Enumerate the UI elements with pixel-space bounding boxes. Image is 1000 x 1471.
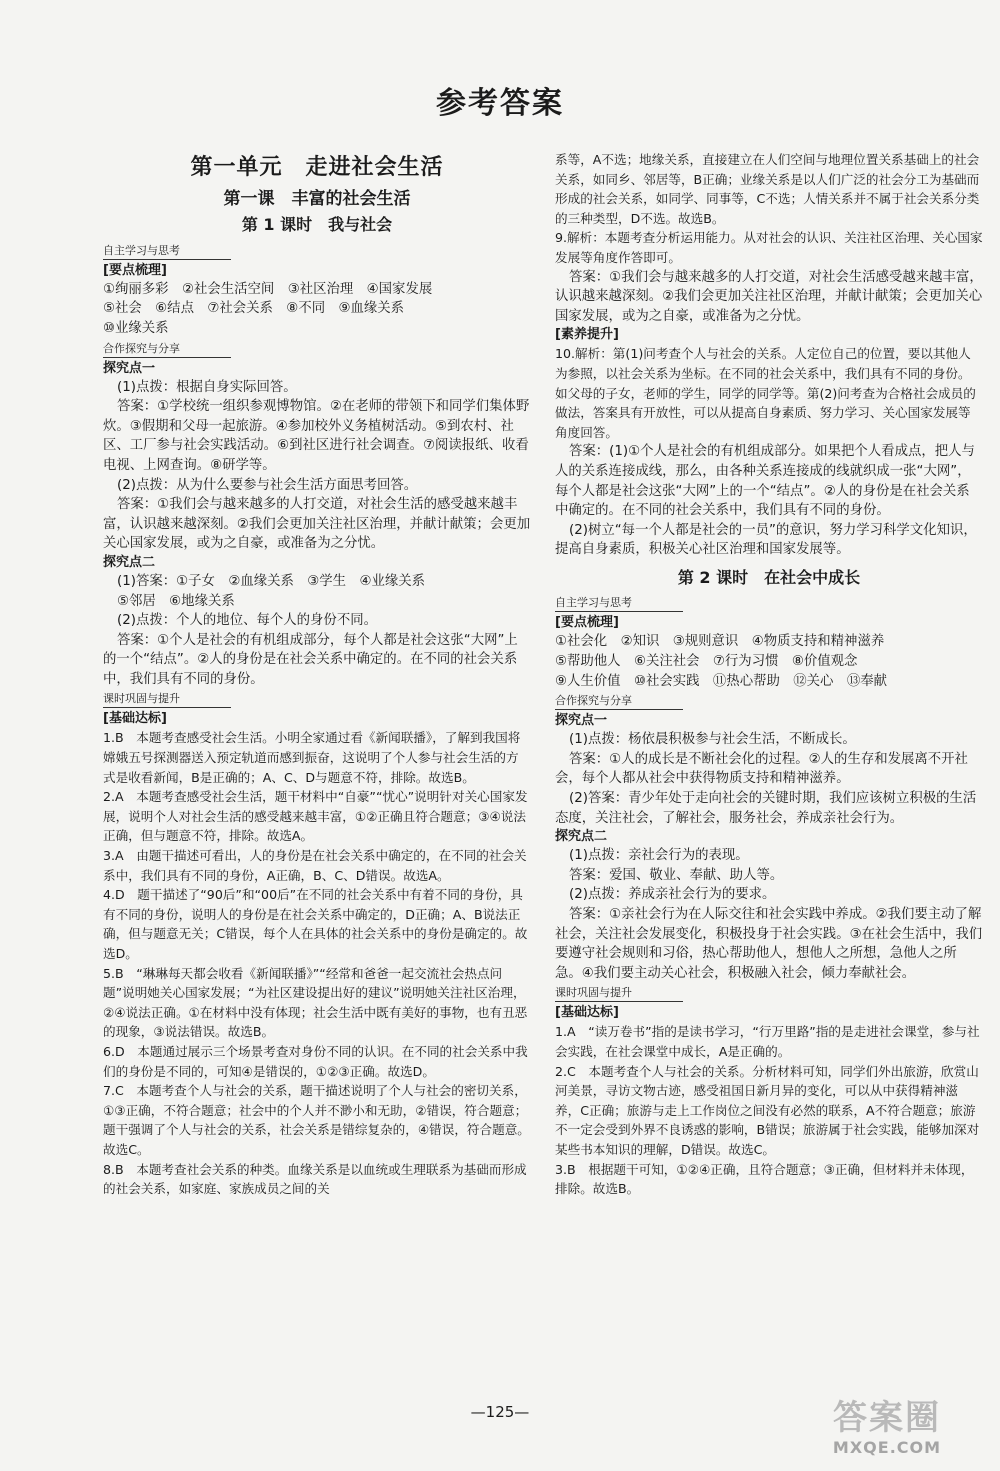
explore-text: 答案：爱国、敬业、奉献、助人等。 <box>569 867 784 883</box>
answer-item: 2.C 本题考查个人与社会的关系。分析材料可知，同学们外出旅游，欣赏山河美景，寻访文物古迹，感受祖国日新月异的变化，可以从中获得精神滋养，C正确；旅游与走上工作岗位之间没有必然的联系，A不符合题意；旅游不一定会受到外界不良诱惑的影响，B错误；旅游属于社会实践，能够加深对某些书本知识的理解，D错误。故选C。 <box>555 1063 980 1157</box>
key-points-line: ⑤帮助他人 ⑥关注社会 ⑦行为习惯 ⑧价值观念 <box>555 654 858 670</box>
explore-text: (1)答案：①子女 ②血缘关系 ③学生 ④业缘关系 <box>117 573 426 589</box>
unit-title: 第一单元 走进社会生活 <box>190 155 444 180</box>
explore-text: (2)点拨：个人的地位、每个人的身份不同。 <box>117 613 377 629</box>
key-points-label: [要点梳理] <box>555 615 619 631</box>
page-number: —125— <box>470 1403 530 1421</box>
period-title: 第 1 课时 我与社会 <box>241 215 393 235</box>
answer-item: 3.B 根据题干可知，①②④正确，且符合题意；③正确，但材料并未体现，排除。故选B。 <box>555 1161 974 1197</box>
answer-continued: 系等，A不选；地缘关系，直接建立在人们空间与地理位置关系基础上的社会关系，如同乡、邻居等，B正确；业缘关系是以人们广泛的社会分工为基础而形成的社会关系，如同学、同事等，C不选；人情关系并不属于社会关系分类的三种类型，D不选。故选B。 <box>555 152 980 226</box>
explore-text: (1)点拨：根据自身实际回答。 <box>117 379 297 395</box>
explore-point-label: 探究点二 <box>103 554 156 570</box>
section-coop: 合作探究与分享 <box>103 341 231 358</box>
key-points-line: ①绚丽多彩 ②社会生活空间 ③社区治理 ④国家发展 <box>103 281 433 297</box>
answer-item: 1.B 本题考查感受社会生活。小明全家通过看《新闻联播》，了解到我国将嫦娥五号探测器送入预定轨道而感到振奋，这说明了个人参与社会生活的方式是收看新闻，B是正确的；A、C、D与题意不符，排除。故选B。 <box>103 730 521 785</box>
answer-item: 1.A “读万卷书”指的是读书学习，“行万里路”指的是走进社会课堂，参与社会实践，在社会课堂中成长，A是正确的。 <box>555 1024 980 1059</box>
explore-text: (2)答案：青少年处于走向社会的关键时期，我们应该树立积极的生活态度，关注社会，了解社会，服务社会，养成亲社会行为。 <box>555 791 977 826</box>
key-points-line: ⑩业缘关系 <box>103 320 169 336</box>
watermark-url: MXQE.COM <box>832 1438 942 1457</box>
watermark <box>792 1398 982 1464</box>
basic-label: [基础达标] <box>103 711 167 727</box>
key-points-line: ①社会化 ②知识 ③规则意识 ④物质支持和精神滋养 <box>555 634 885 650</box>
explore-text: ⑤邻居 ⑥地缘关系 <box>117 593 235 609</box>
explore-text: 答案：①学校统一组织参观博物馆。②在老师的带领下和同学们集体野炊。③假期和父母一起旅游。④参加校外义务植树活动。⑤到农村、社区、工厂参与社会实践活动。⑥到社区进行社会调查。⑦阅读报纸、收看电视、上网查询。⑧研学等。 <box>103 399 530 473</box>
section-consolidate: 课时巩固与提升 <box>103 691 231 708</box>
answer-item: 10.解析：第(1)问考查个人与社会的关系。人定位自己的位置，要以其他人为参照，以社会关系为坐标。在不同的社会关系中，我们具有不同的身份。如父母的子女，老师的学生，同学的同学等。第(2)问考查为合格社会成员的做法，答案具有开放性，可以从提高自身素质、努力学习、关心国家发展等角度回答。 <box>555 346 976 440</box>
answer-item: 9.解析：本题考查分析运用能力。从对社会的认识、关注社区治理、关心国家发展等角度作答即可。 <box>555 230 983 265</box>
watermark-logo: 答案圈 <box>833 1398 941 1438</box>
explore-point-label: 探究点二 <box>555 829 608 845</box>
section-self-study: 自主学习与思考 <box>103 243 231 260</box>
lesson-title: 第一课 丰富的社会生活 <box>223 188 411 209</box>
period-title: 第 2 课时 在社会中成长 <box>677 567 861 587</box>
key-points-line: ⑤社会 ⑥结点 ⑦社会关系 ⑧不同 ⑨血缘关系 <box>103 301 405 317</box>
explore-text: (2)点拨：从为什么要参与社会生活方面思考回答。 <box>117 477 418 493</box>
key-points-label: [要点梳理] <box>103 262 167 278</box>
page-title: 参考答案 <box>436 86 564 121</box>
explore-text: 答案：①我们会与越来越多的人打交道，对社会生活的感受越来越丰富，认识越来越深刻。②我们会更加关注社区治理，并献计献策；会更加关心国家发展，或为之自豪，或准备为之分忧。 <box>103 497 531 552</box>
explore-text: (1)点拨：亲社会行为的表现。 <box>569 848 749 864</box>
answer-text: (2)树立“每一个人都是社会的一员”的意识，努力学习科学文化知识，提高自身素质，积极关心社区治理和国家发展等。 <box>555 522 977 558</box>
answer-text: 答案：①我们会与越来越多的人打交道，对社会生活感受越来越丰富，认识越来越深刻。②我们会更加关注社区治理，并献计献策；会更加关心国家发展，或为之自豪，或准备为之分忧。 <box>555 269 983 324</box>
right-column <box>555 150 983 1199</box>
explore-point-label: 探究点一 <box>103 360 156 376</box>
explore-text: 答案：①个人是社会的有机组成部分，每个人都是社会这张“大网”上的一个“结点”。②人的身份是在社会关系中确定的。在不同的社会关系中，我们具有不同的身份。 <box>103 632 518 687</box>
left-column <box>103 150 531 1199</box>
answer-item: 8.B 本题考查社会关系的种类。血缘关系是以血统或生理联系为基础而形成的社会关系，如家庭、家族成员之间的关 <box>103 1161 527 1197</box>
answer-item: 3.A 由题干描述可看出，人的身份是在社会关系中确定的，在不同的社会关系中，我们具有不同的身份，A正确，B、C、D错误。故选A。 <box>103 848 527 883</box>
section-self-study: 自主学习与思考 <box>555 595 683 612</box>
explore-point-label: 探究点一 <box>555 713 608 729</box>
basic-label: [基础达标] <box>555 1005 619 1021</box>
answer-text: 答案：(1)①个人是社会的有机组成部分。如果把个人看成点，把人与人的关系连接成线，那么，由各种关系连接成的线就织成一张“大网”，每个人都是社会这张“大网”上的一个“结点”。②人的身份是在社会关系中确定的。在不同的社会关系中，我们具有不同的身份。 <box>555 444 975 519</box>
answer-item: 4.D 题干描述了“90后”和“00后”在不同的社会关系中有着不同的身份，具有不同的身份，说明人的身份是在社会关系中确定的，D正确；A、B说法正确，但与题意无关；C错误，每个人在具体的社会关系中的身份是确定的。故选D。 <box>103 887 528 961</box>
explore-text: (1)点拨：杨依晨积极参与社会生活，不断成长。 <box>569 732 856 748</box>
answer-item: 6.D 本题通过展示三个场景考查对身份不同的认识。在不同的社会关系中我们的身份是不同的，可知④是错误的，①②③正确。故选D。 <box>103 1043 528 1079</box>
improve-label: [素养提升] <box>555 327 619 343</box>
explore-text: 答案：①人的成长是不断社会化的过程。②人的生存和发展离不开社会，每个人都从社会中获得物质支持和精神滋养。 <box>555 751 968 787</box>
answer-item: 2.A 本题考查感受社会生活，题干材料中“自豪”“忧心”说明针对关心国家发展，说明个人对社会生活的感受越来越丰富，①②正确且符合题意；③④说法正确，但与题意不符，排除。故选A。 <box>103 789 528 844</box>
explore-text: (2)点拨：养成亲社会行为的要求。 <box>569 887 776 903</box>
section-coop: 合作探究与分享 <box>555 693 683 710</box>
key-points-line: ⑨人生价值 ⑩社会实践 ⑪热心帮助 ⑫关心 ⑬奉献 <box>555 673 887 689</box>
section-consolidate: 课时巩固与提升 <box>555 985 683 1002</box>
explore-text: 答案：①亲社会行为在人际交往和社会实践中养成。②我们要主动了解社会，关注社会发展变化，积极投身于社会实践。③在社会生活中，我们要遵守社会规则和习俗，热心帮助他人，想他人之所想，急他人之所急。④我们要主动关心社会，积极融入社会，倾力奉献社会。 <box>555 907 983 981</box>
answer-item: 7.C 本题考查个人与社会的关系，题干描述说明了个人与社会的密切关系，①③正确，不符合题意；社会中的个人并不渺小和无助，②错误，符合题意；题干强调了个人与社会的关系，社会关系是错综复杂的，④错误，符合题意。故选C。 <box>103 1083 530 1157</box>
answer-item: 5.B “琳琳每天都会收看《新闻联播》”“经常和爸爸一起交流社会热点问题”说明她关心国家发展；“为社区建设提出好的建议”说明她关注社区治理，②④说法正确。①在材料中没有体现；社会生活中既有美好的事物，也有丑恶的现象，③说法错误。故选B。 <box>103 965 528 1040</box>
